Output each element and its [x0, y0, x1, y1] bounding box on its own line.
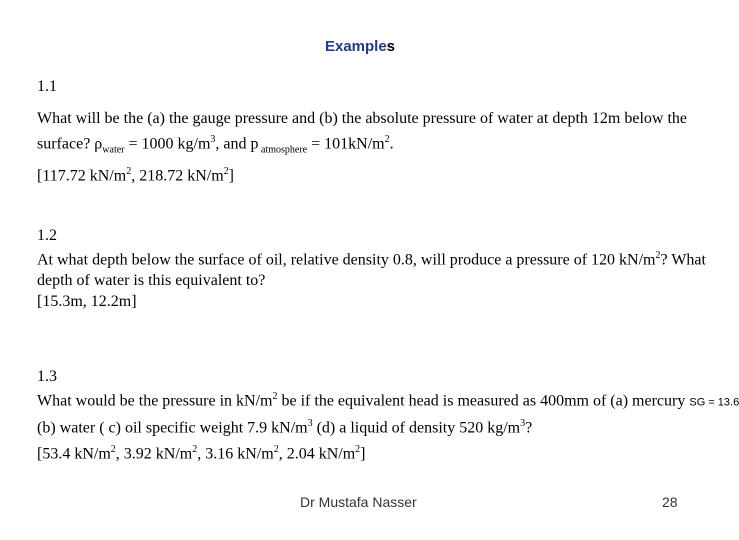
question-number: 1.3 [37, 368, 57, 385]
superscript: 2 [355, 443, 361, 455]
text-fragment: depth of water is this equivalent to? [37, 272, 266, 290]
superscript: 2 [384, 134, 390, 145]
text-fragment: = 101kN/m [307, 135, 385, 153]
superscript: 2 [223, 165, 229, 177]
question-number: 1.2 [37, 227, 57, 244]
text-fragment: , 218.72 kN/m [131, 166, 224, 184]
question-text-line [37, 386, 739, 413]
text-fragment: be if the equivalent head is measured as 400mm of (a) mercury [277, 392, 686, 410]
question-1-3 [37, 368, 739, 464]
slide-title [0, 38, 720, 55]
text-fragment: = 1000 kg/m [124, 135, 211, 153]
footer-author: Dr Mustafa Nasser [300, 494, 417, 510]
text-fragment: ] [228, 166, 234, 184]
superscript: 3 [210, 134, 216, 145]
superscript: 2 [655, 250, 661, 261]
slide-title-tail: s [386, 38, 396, 55]
question-number: 1.1 [37, 78, 57, 95]
superscript: 2 [273, 443, 279, 455]
question-text-line [37, 413, 739, 438]
answer-line [37, 439, 739, 464]
subscript: water [102, 144, 125, 156]
text-fragment: . [389, 135, 394, 153]
text-fragment: ? [525, 419, 533, 437]
superscript: 2 [272, 391, 278, 402]
text-fragment: , 3.16 kN/m [197, 444, 274, 462]
specific-gravity-note: SG = 13.6 [689, 396, 739, 409]
answer-line [37, 161, 687, 186]
text-fragment: (b) water ( c) oil specific weight 7.9 kN/m [37, 419, 308, 437]
slide-title-main: Example [324, 38, 387, 55]
text-fragment: , and p [215, 135, 259, 153]
question-text-line [37, 270, 706, 291]
question-text-line [37, 108, 687, 129]
question-1-2 [37, 227, 706, 312]
text-fragment: , 3.92 kN/m [115, 444, 193, 462]
answer-line [37, 291, 706, 312]
question-1-1 [37, 78, 687, 186]
text-fragment: ? What [660, 251, 706, 269]
question-text-line [37, 129, 687, 161]
page-number: 28 [662, 494, 678, 510]
text-fragment: [15.3m, 12.2m] [37, 293, 137, 311]
text-fragment: surface? ρ [37, 135, 103, 153]
superscript: 2 [192, 443, 198, 455]
text-fragment: [53.4 kN/m [37, 444, 111, 462]
text-fragment: What would be the pressure in kN/m [37, 392, 273, 410]
text-fragment: (d) a liquid of density 520 kg/m [312, 419, 521, 437]
text-fragment: At what depth below the surface of oil, relative density 0.8, will produce a pressure of 120 kN/m [37, 251, 656, 269]
text-fragment: What will be the (a) the gauge pressure and (b) the absolute pressure of water at depth 12m below the [37, 110, 687, 127]
text-fragment: , 2.04 kN/m [278, 444, 356, 462]
text-fragment: ] [360, 444, 366, 462]
superscript: 2 [110, 443, 116, 455]
superscript: 3 [307, 418, 313, 430]
question-text-line [37, 245, 706, 270]
text-fragment: [117.72 kN/m [37, 166, 127, 184]
superscript: 3 [520, 418, 526, 430]
superscript: 2 [126, 165, 132, 177]
subscript: atmosphere [258, 144, 308, 156]
